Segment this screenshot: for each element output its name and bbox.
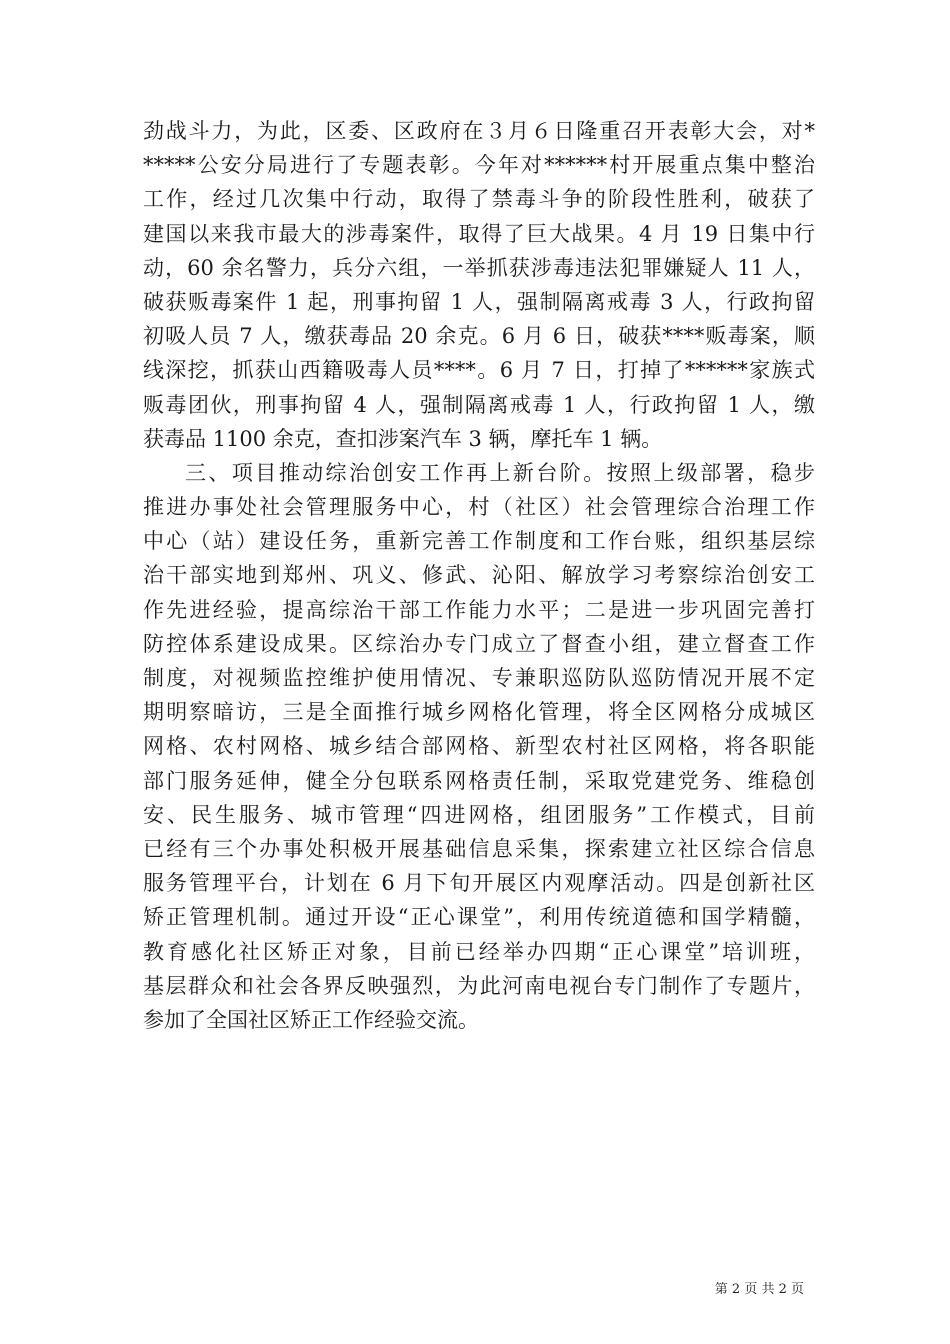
text-line: 获毒品 1100 余克，查扣涉案汽车 3 辆，摩托车 1 辆。 <box>143 426 663 451</box>
text-line: 劲战斗力，为此，区委、区政府在３月６日隆重召开表彰大会，对* <box>143 119 815 143</box>
text-line: 动，60 余名警力，兵分六组，一举抓获涉毒违法犯罪嫌疑人 11 人， <box>143 255 815 280</box>
text-line: 参加了全国社区矫正工作经验交流。 <box>143 1007 479 1032</box>
body-text <box>143 114 815 1037</box>
text-line: 治干部实地到郑州、巩义、修武、沁阳、解放学习考察综治创安工 <box>143 563 815 588</box>
text-line: 教育感化社区矫正对象，目前已经举办四期“正心课堂”培训班， <box>143 939 815 964</box>
paragraph-2 <box>143 456 815 1037</box>
text-line: 初吸人员 7 人，缴获毒品 20 余克。6 月 6 日，破获****贩毒案，顺 <box>143 324 815 349</box>
page-number-footer: 第 2 页 共 2 页 <box>714 1282 804 1297</box>
text-line: 制度，对视频监控维护使用情况、专兼职巡防队巡防情况开展不定 <box>143 666 815 690</box>
text-line: 中心（站）建设任务，重新完善工作制度和工作台账，组织基层综 <box>143 529 815 554</box>
text-line: 线深挖，抓获山西籍吸毒人员****。6 月 7 日，打掉了******家族式 <box>143 358 815 383</box>
text-line: 防控体系建设成果。区综治办专门成立了督查小组，建立督查工作 <box>143 631 815 656</box>
text-line: 三、项目推动综治创安工作再上新台阶。按照上级部署，稳步 <box>185 460 815 485</box>
text-line: 安、民生服务、城市管理“四进网格，组团服务”工作模式，目前 <box>143 802 815 827</box>
text-line: 部门服务延伸，健全分包联系网格责任制，采取党建党务、维稳创 <box>143 768 815 793</box>
text-line: *****公安分局进行了专题表彰。今年对******村开展重点集中整治 <box>143 153 815 178</box>
text-line: 矫正管理机制。通过开设“正心课堂”，利用传统道德和国学精髓， <box>143 905 815 930</box>
text-line: 破获贩毒案件 1 起，刑事拘留 1 人，强制隔离戒毒 3 人，行政拘留 <box>143 289 815 314</box>
text-line: 已经有三个办事处积极开展基础信息采集，探索建立社区综合信息 <box>143 836 815 861</box>
text-line: 作先进经验，提高综治干部工作能力水平；二是进一步巩固完善打 <box>143 597 815 622</box>
text-line: 基层群众和社会各界反映强烈，为此河南电视台专门制作了专题片， <box>143 973 815 998</box>
text-line: 工作，经过几次集中行动，取得了禁毒斗争的阶段性胜利，破获了 <box>143 187 815 212</box>
text-line: 贩毒团伙，刑事拘留 4 人，强制隔离戒毒 1 人，行政拘留 1 人，缴 <box>143 392 815 417</box>
text-line: 建国以来我市最大的涉毒案件，取得了巨大战果。4 月 19 日集中行 <box>143 221 815 246</box>
paragraph-1 <box>143 114 815 456</box>
text-line: 期明察暗访，三是全面推行城乡网格化管理，将全区网格分成城区 <box>143 700 815 725</box>
text-line: 网格、农村网格、城乡结合部网格、新型农村社区网格，将各职能 <box>143 734 815 759</box>
text-line: 服务管理平台，计划在 6 月下旬开展区内观摩活动。四是创新社区 <box>143 871 815 896</box>
text-line: 推进办事处社会管理服务中心，村（社区）社会管理综合治理工作 <box>143 495 815 520</box>
